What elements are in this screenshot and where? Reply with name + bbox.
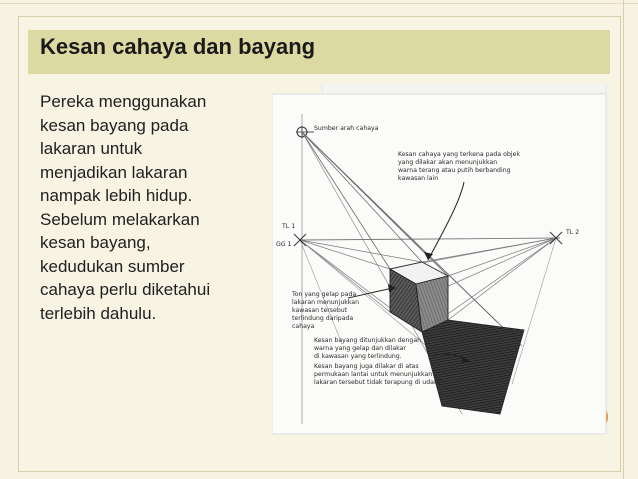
tl2-label: TL 2 bbox=[566, 229, 580, 236]
annotation-dark-line: Ton yang gelap pada bbox=[292, 291, 357, 298]
body-line: terlebih dahulu. bbox=[40, 303, 157, 323]
light-source-label: Sumber arah cahaya bbox=[314, 125, 379, 132]
body-line: kesan bayang pada bbox=[40, 115, 189, 135]
body-line: lakaran untuk bbox=[40, 139, 143, 158]
annotation-dark-line: terlindung daripada bbox=[292, 315, 354, 322]
annotation-shadow-line: Kesan bayang ditunjukkan dengan bbox=[314, 337, 422, 344]
body-line: cahaya perlu diketahui bbox=[40, 280, 211, 299]
body-line: Sebelum melakarkan bbox=[40, 209, 200, 229]
top-divider bbox=[0, 3, 638, 4]
body-line: menjadikan lakaran bbox=[40, 162, 188, 182]
body-line: kedudukan sumber bbox=[40, 256, 185, 276]
body-line: nampak lebih hidup. bbox=[40, 186, 193, 205]
annotation-shadow-line: warna yang gelap dan dilakar bbox=[314, 345, 406, 352]
annotation-lit-line: yang dilakar akan menunjukkan bbox=[398, 159, 498, 166]
tl1-label: TL 1 bbox=[282, 223, 296, 230]
body-line: kesan bayang, bbox=[40, 233, 151, 252]
annotation-shadow-line: lakaran tersebut tidak terapung di udara bbox=[314, 379, 441, 386]
annotation-shadow-line: di kawasan yang terlindung. bbox=[314, 353, 402, 360]
body-line: Pereka menggunakan bbox=[40, 92, 207, 111]
gg-label: GG 1 bbox=[276, 241, 292, 248]
slide-title: Kesan cahaya dan bayang bbox=[40, 34, 316, 59]
annotation-shadow-line: Kesan bayang juga dilakar di atas bbox=[314, 363, 419, 370]
annotation-lit-line: kawasan lain bbox=[398, 175, 439, 182]
annotation-shadow-line: permukaan lantai untuk menunjukkan bbox=[314, 371, 433, 378]
annotation-dark-line: lakaran menunjukkan bbox=[292, 299, 360, 306]
annotation-dark-line: cahaya bbox=[292, 323, 315, 330]
annotation-lit-line: Kesan cahaya yang terkena pada objek bbox=[398, 151, 520, 158]
perspective-sketch bbox=[272, 84, 608, 436]
body-text bbox=[40, 90, 275, 325]
annotation-dark-line: kawasan tersebut bbox=[292, 307, 348, 314]
annotation-lit-line: warna terang atau putih berbanding bbox=[398, 167, 511, 174]
right-divider bbox=[623, 0, 624, 479]
